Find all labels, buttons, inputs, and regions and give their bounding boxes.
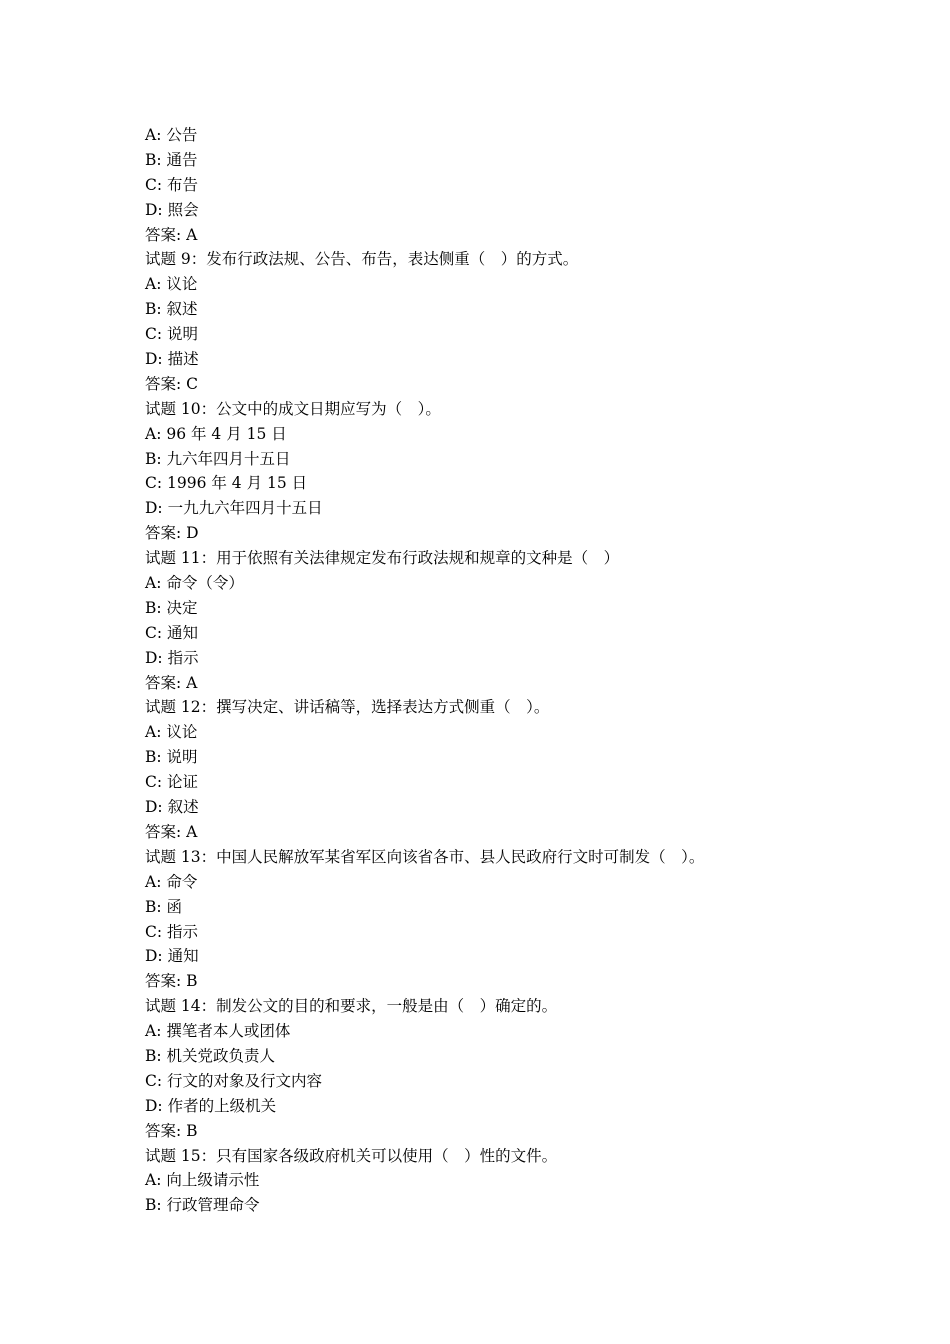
option-line: A: 向上级请示性 [145,1171,260,1190]
document-page [145,123,845,1218]
answer-line: 答案: C [145,374,199,393]
option-line: D: 叙述 [145,798,199,817]
answer-line: 答案: D [145,524,199,543]
option-line: C: 1996 年 4 月 15 日 [145,474,308,493]
option-line: B: 九六年四月十五日 [145,449,291,468]
question-line: 试题 15：只有国家各级政府机关可以使用（ ）性的文件。 [145,1146,558,1165]
option-line: A: 议论 [145,723,198,742]
option-line: B: 叙述 [145,300,198,319]
question-line: 试题 12：撰写决定、讲话稿等，选择表达方式侧重（ ）。 [145,698,550,717]
option-line: C: 行文的对象及行文内容 [145,1071,323,1090]
option-line: C: 通知 [145,623,199,642]
option-line: B: 说明 [145,748,198,767]
option-line: A: 议论 [145,275,198,294]
option-line: D: 一九九六年四月十五日 [145,499,323,518]
question-line: 试题 9：发布行政法规、公告、布告，表达侧重（ ）的方式。 [145,250,579,269]
option-line: B: 函 [145,897,183,916]
option-line: D: 描述 [145,350,199,369]
option-line: C: 论证 [145,773,199,792]
option-line: C: 说明 [145,325,199,344]
answer-line: 答案: B [145,972,198,991]
option-line: D: 照会 [145,200,199,219]
option-line: D: 指示 [145,648,199,667]
option-line: D: 作者的上级机关 [145,1096,277,1115]
option-line: D: 通知 [145,947,199,966]
answer-line: 答案: A [145,673,198,692]
option-line: A: 96 年 4 月 15 日 [145,424,287,443]
option-line: B: 决定 [145,598,198,617]
question-line: 试题 11：用于依照有关法律规定发布行政法规和规章的文种是（ ） [145,549,620,568]
option-line: C: 指示 [145,922,199,941]
option-line: B: 通告 [145,150,198,169]
option-line: A: 撰笔者本人或团体 [145,1022,291,1041]
option-line: B: 行政管理命令 [145,1196,260,1215]
answer-line: 答案: A [145,822,198,841]
question-line: 试题 13：中国人民解放军某省军区向该省各市、县人民政府行文时可制发（ ）。 [145,847,705,866]
answer-line: 答案: B [145,1121,198,1140]
option-line: A: 命令（令） [145,574,244,593]
answer-line: 答案: A [145,225,198,244]
option-line: C: 布告 [145,175,199,194]
question-line: 试题 10：公文中的成文日期应写为（ ）。 [145,399,441,418]
option-line: A: 公告 [145,126,198,144]
question-line: 试题 14：制发公文的目的和要求，一般是由（ ）确定的。 [145,997,558,1016]
option-line: B: 机关党政负责人 [145,1046,276,1065]
option-line: A: 命令 [145,872,198,891]
